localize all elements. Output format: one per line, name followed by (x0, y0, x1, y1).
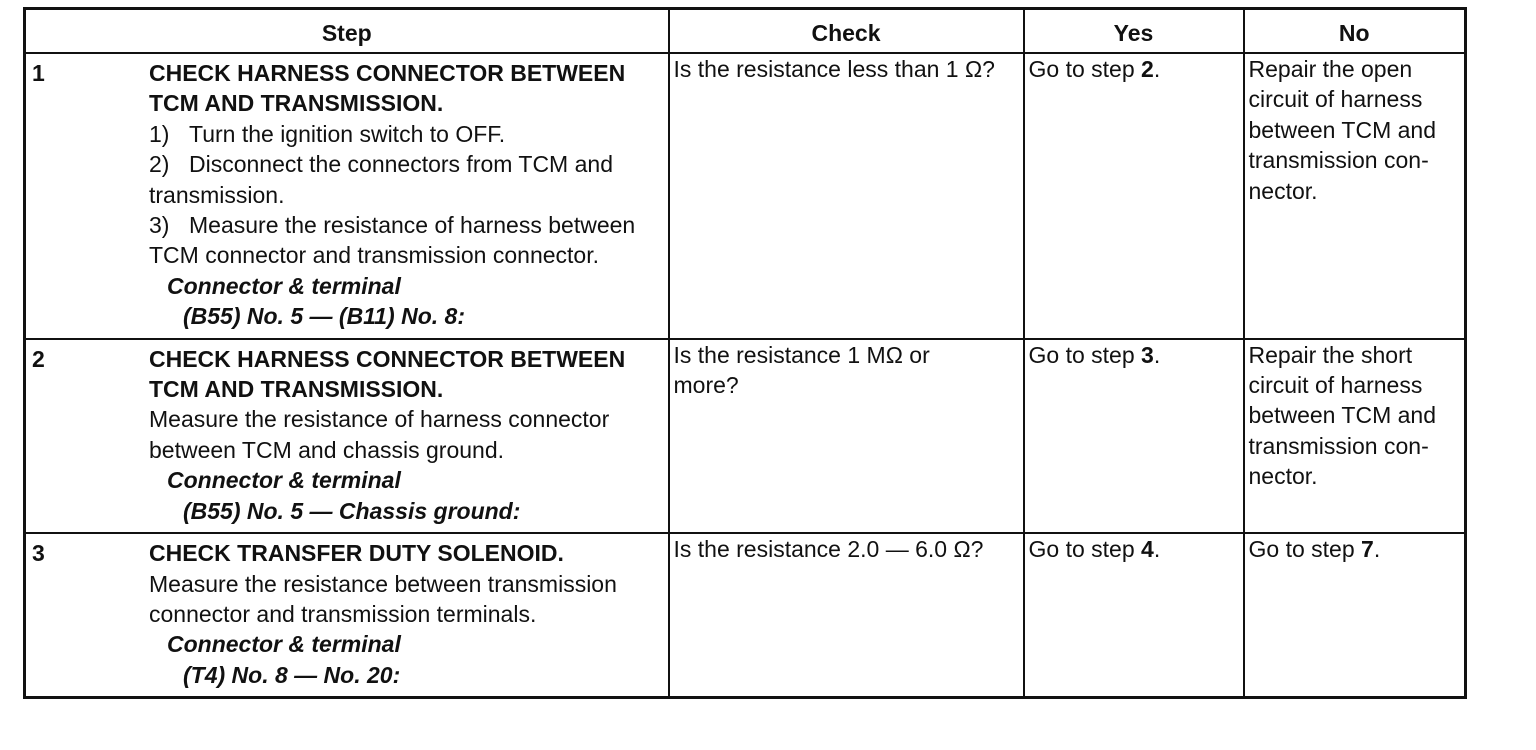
header-check: Check (669, 9, 1024, 54)
table-row (25, 339, 1466, 533)
step-description: between TCM and chassis ground. (149, 436, 504, 463)
header-step: Step (25, 9, 669, 54)
connector-terminal-value: (T4) No. 8 — No. 20: (183, 661, 401, 688)
connector-terminal-label: Connector & terminal (167, 272, 401, 299)
step-cell (25, 53, 669, 339)
connector-terminal-value: (B55) No. 5 — (B11) No. 8: (183, 303, 465, 330)
step-description: Measure the resistance of harness connector (149, 406, 610, 433)
substep-continued: TCM connector and transmission connector. (149, 242, 599, 269)
step-number: 2 (32, 345, 45, 372)
header-no: No (1244, 9, 1466, 54)
step-description: connector and transmission terminals. (149, 600, 537, 627)
yes-cell: Go to step 3. (1024, 339, 1244, 533)
step-number: 1 (32, 60, 45, 86)
check-cell: Is the resistance 1 MΩ or more? (669, 339, 1024, 533)
step-cell (25, 339, 669, 533)
step-title: CHECK TRANSFER DUTY SOLENOID. (149, 540, 564, 567)
step-cell (25, 533, 669, 698)
step-description: Measure the resistance between transmission (149, 570, 617, 597)
step-title: CHECK HARNESS CONNECTOR BETWEEN (149, 60, 626, 86)
no-cell: Repair the open circuit of harness between TCM and transmission con- nector. (1244, 53, 1466, 339)
connector-terminal-label: Connector & terminal (167, 467, 401, 494)
header-yes: Yes (1024, 9, 1244, 54)
connector-terminal-label: Connector & terminal (167, 631, 401, 658)
substep: 1) Turn the ignition switch to OFF. (149, 120, 506, 147)
table-row (25, 533, 1466, 698)
step-title: TCM AND TRANSMISSION. (149, 376, 444, 403)
table-row (25, 53, 1466, 339)
no-cell: Repair the short circuit of harness between TCM and transmission con- nector. (1244, 339, 1466, 533)
step-title: TCM AND TRANSMISSION. (149, 90, 444, 117)
substep: 3) Measure the resistance of harness between (149, 212, 636, 239)
connector-terminal-value: (B55) No. 5 — Chassis ground: (183, 497, 521, 524)
step-title: CHECK HARNESS CONNECTOR BETWEEN (149, 345, 626, 372)
check-cell: Is the resistance 2.0 — 6.0 Ω? (669, 533, 1024, 698)
substep-continued: transmission. (149, 181, 285, 208)
yes-cell: Go to step 2. (1024, 53, 1244, 339)
step-number: 3 (32, 540, 45, 567)
diagnostic-table (23, 7, 1467, 699)
substep: 2) Disconnect the connectors from TCM and (149, 151, 613, 178)
no-cell: Go to step 7. (1244, 533, 1466, 698)
yes-cell: Go to step 4. (1024, 533, 1244, 698)
header-row (25, 9, 1466, 54)
check-cell: Is the resistance less than 1 Ω? (669, 53, 1024, 339)
